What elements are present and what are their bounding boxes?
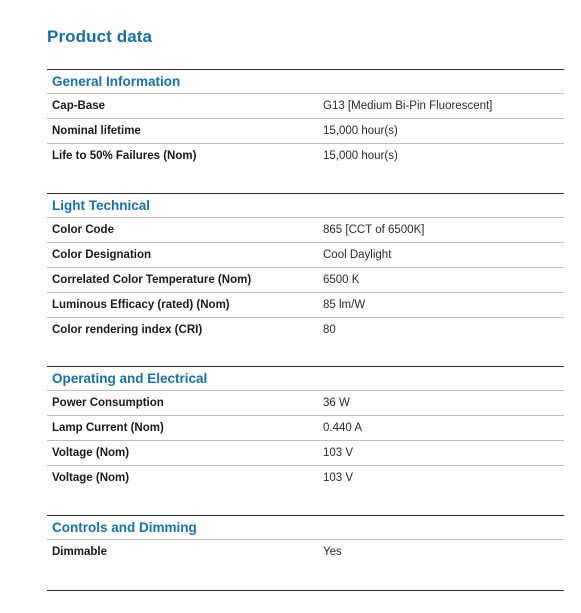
bottom-divider [47, 590, 564, 591]
table-row [47, 143, 564, 168]
row-value: G13 [Medium Bi-Pin Fluorescent] [323, 100, 493, 112]
row-label: Color rendering index (CRI) [52, 324, 203, 336]
row-value: 103 V [323, 447, 354, 459]
row-label: Power Consumption [52, 397, 164, 409]
table-row [47, 317, 564, 342]
section-operating-electrical [47, 366, 564, 490]
row-label: Life to 50% Failures (Nom) [52, 150, 197, 162]
row-value: 865 [CCT of 6500K] [323, 224, 425, 236]
row-value: 85 lm/W [323, 299, 366, 311]
table-row [47, 440, 564, 465]
row-value: 36 W [323, 397, 350, 409]
section-controls-dimming [47, 515, 564, 564]
section-title: Operating and Electrical [47, 366, 564, 390]
row-label: Color Designation [52, 249, 152, 261]
section-light-technical [47, 193, 564, 342]
row-value: Cool Daylight [323, 249, 392, 261]
table-row [47, 242, 564, 267]
row-label: Lamp Current (Nom) [52, 422, 164, 434]
table-row [47, 465, 564, 490]
row-label: Voltage (Nom) [52, 472, 130, 484]
section-title: Controls and Dimming [47, 515, 564, 539]
section-general-information [47, 69, 564, 168]
row-value: 0.440 A [323, 422, 363, 434]
table-row [47, 118, 564, 143]
table-row [47, 390, 564, 415]
section-title: Light Technical [47, 193, 564, 217]
row-label: Nominal lifetime [52, 125, 141, 137]
row-value: 103 V [323, 472, 354, 484]
row-label: Dimmable [52, 546, 107, 558]
table-row [47, 217, 564, 242]
page-title: Product data [47, 27, 153, 46]
table-row [47, 267, 564, 292]
row-label: Luminous Efficacy (rated) (Nom) [52, 299, 230, 311]
row-value: 15,000 hour(s) [323, 150, 398, 162]
row-label: Voltage (Nom) [52, 447, 130, 459]
table-row [47, 93, 564, 118]
row-label: Cap-Base [52, 100, 106, 112]
row-value: 15,000 hour(s) [323, 125, 398, 137]
row-label: Correlated Color Temperature (Nom) [52, 274, 252, 286]
table-row [47, 292, 564, 317]
row-value: 6500 K [323, 274, 360, 286]
table-row [47, 415, 564, 440]
row-value: Yes [323, 546, 342, 558]
row-value: 80 [323, 324, 336, 336]
table-row [47, 539, 564, 564]
row-label: Color Code [52, 224, 114, 236]
section-title: General Information [47, 69, 564, 93]
